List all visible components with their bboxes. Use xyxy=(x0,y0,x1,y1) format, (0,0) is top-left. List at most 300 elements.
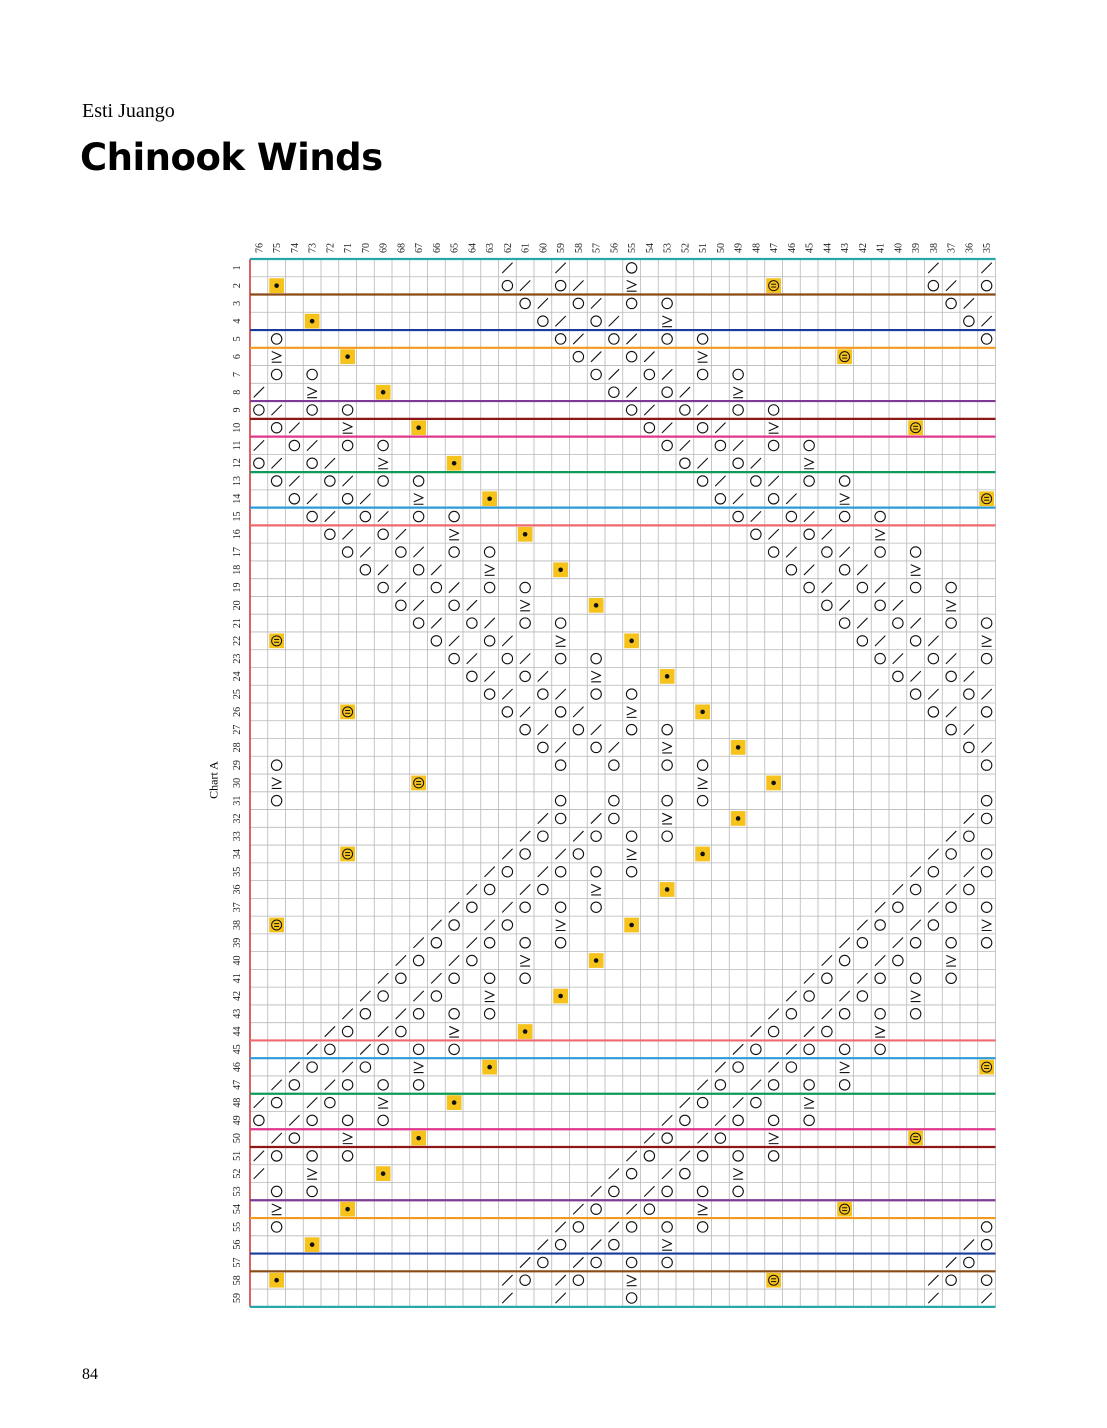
yarn-over-symbol xyxy=(946,618,956,628)
decrease-slash-symbol xyxy=(556,1275,566,1285)
yarn-over-symbol xyxy=(839,565,849,575)
decrease-slash-symbol xyxy=(591,1187,601,1197)
decrease-slash-symbol xyxy=(911,920,921,930)
yarn-over-symbol xyxy=(591,742,601,752)
yarn-over-symbol xyxy=(981,849,991,859)
row-number-label: 38 xyxy=(232,920,243,930)
yarn-over-symbol xyxy=(555,653,565,663)
yarn-over-symbol xyxy=(413,511,423,521)
yarn-over-symbol xyxy=(413,618,423,628)
chevron-stroke xyxy=(840,1062,849,1070)
yarn-over-symbol xyxy=(591,689,601,699)
decrease-slash-symbol xyxy=(982,689,992,699)
decrease-slash-symbol xyxy=(467,600,477,610)
chevron-stroke xyxy=(947,956,956,964)
yarn-over-symbol xyxy=(697,1186,707,1196)
yarn-over-symbol xyxy=(893,955,903,965)
decrease-slash-symbol xyxy=(769,476,779,486)
decrease-slash-symbol xyxy=(556,316,566,326)
decrease-slash-symbol xyxy=(503,689,513,699)
yarn-over-symbol xyxy=(378,1044,388,1054)
decrease-slash-symbol xyxy=(609,316,619,326)
yarn-over-symbol xyxy=(271,1222,281,1232)
yarn-over-symbol xyxy=(307,405,317,415)
double-decrease-symbol xyxy=(769,423,778,434)
decrease-slash-symbol xyxy=(361,991,371,1001)
yarn-over-symbol xyxy=(697,795,707,805)
chevron-stroke xyxy=(663,316,672,324)
bead-dot xyxy=(310,319,315,324)
row-number-label: 25 xyxy=(232,689,243,700)
nupp-symbol xyxy=(411,776,426,791)
decrease-slash-symbol xyxy=(307,1044,317,1054)
yarn-over-symbol xyxy=(875,547,885,557)
yarn-over-symbol xyxy=(910,582,920,592)
yarn-over-symbol xyxy=(271,760,281,770)
yarn-over-symbol xyxy=(360,511,370,521)
decrease-slash-symbol xyxy=(751,1080,761,1090)
double-decrease-symbol xyxy=(805,458,814,469)
yarn-over-symbol xyxy=(981,938,991,948)
yarn-over-symbol xyxy=(396,547,406,557)
chevron-stroke xyxy=(308,387,317,395)
chart-caption: Chart A xyxy=(206,761,221,799)
yarn-over-symbol xyxy=(964,831,974,841)
decrease-slash-symbol xyxy=(929,902,939,912)
yarn-over-symbol xyxy=(857,636,867,646)
yarn-over-symbol xyxy=(378,582,388,592)
row-number-label: 54 xyxy=(232,1204,243,1215)
chevron-stroke xyxy=(521,956,530,964)
yarn-over-symbol xyxy=(644,1204,654,1214)
yarn-over-symbol xyxy=(839,618,849,628)
yarn-over-symbol xyxy=(804,1080,814,1090)
yarn-over-symbol xyxy=(573,1275,583,1285)
yarn-over-symbol xyxy=(910,547,920,557)
yarn-over-symbol xyxy=(697,1097,707,1107)
bead-dot xyxy=(665,887,670,892)
yarn-over-symbol xyxy=(839,511,849,521)
yarn-over-symbol xyxy=(538,742,548,752)
yarn-over-symbol xyxy=(307,1151,317,1161)
chevron-stroke xyxy=(627,849,636,857)
row-number-label: 8 xyxy=(232,389,243,395)
yarn-over-symbol xyxy=(964,742,974,752)
decrease-slash-symbol xyxy=(875,636,885,646)
row-number-label: 57 xyxy=(232,1257,243,1268)
yarn-over-symbol xyxy=(609,387,619,397)
decrease-slash-symbol xyxy=(449,636,459,646)
row-number-label: 24 xyxy=(232,671,243,682)
decrease-slash-symbol xyxy=(982,316,992,326)
decrease-slash-symbol xyxy=(698,405,708,415)
decrease-slash-symbol xyxy=(982,263,992,273)
bead-symbol xyxy=(695,705,710,720)
bead-dot xyxy=(594,603,599,608)
stitch-number-label: 57 xyxy=(591,243,603,253)
yarn-over-symbol xyxy=(626,1168,636,1178)
double-decrease-symbol xyxy=(911,991,920,1002)
bead-symbol xyxy=(340,1202,355,1217)
yarn-over-symbol xyxy=(555,795,565,805)
yarn-over-symbol xyxy=(342,547,352,557)
chevron-stroke xyxy=(663,813,672,821)
chevron-stroke xyxy=(592,671,601,679)
page-title: Chinook Winds xyxy=(80,136,383,179)
decrease-slash-symbol xyxy=(378,565,388,575)
bead-dot xyxy=(700,852,705,857)
decrease-slash-symbol xyxy=(964,814,974,824)
double-decrease-symbol xyxy=(805,1098,814,1109)
double-decrease-symbol xyxy=(272,778,281,789)
row-number-label: 36 xyxy=(232,884,243,895)
yarn-over-symbol xyxy=(662,298,672,308)
double-decrease-symbol xyxy=(698,1204,707,1215)
chevron-stroke xyxy=(485,991,494,999)
yarn-over-symbol xyxy=(946,849,956,859)
double-decrease-symbol xyxy=(840,1062,849,1073)
yarn-over-symbol xyxy=(449,973,459,983)
yarn-over-symbol xyxy=(964,884,974,894)
chevron-stroke xyxy=(876,1027,885,1035)
yarn-over-symbol xyxy=(484,1009,494,1019)
decrease-slash-symbol xyxy=(662,1169,672,1179)
stitch-number-label: 71 xyxy=(343,243,355,253)
yarn-over-symbol xyxy=(875,1009,885,1019)
bead-symbol xyxy=(624,918,639,933)
yarn-over-symbol xyxy=(555,867,565,877)
yarn-over-symbol xyxy=(715,1133,725,1143)
yarn-over-symbol xyxy=(981,1222,991,1232)
row-number-label: 12 xyxy=(232,458,243,469)
yarn-over-symbol xyxy=(697,369,707,379)
yarn-over-symbol xyxy=(804,440,814,450)
yarn-over-symbol xyxy=(857,938,867,948)
yarn-over-symbol xyxy=(609,334,619,344)
double-decrease-symbol xyxy=(627,707,636,718)
bead-dot xyxy=(416,425,421,430)
double-decrease-symbol xyxy=(485,991,494,1002)
row-number-label: 31 xyxy=(232,795,243,806)
yarn-over-symbol xyxy=(520,298,530,308)
yarn-over-symbol xyxy=(626,1257,636,1267)
yarn-over-symbol xyxy=(928,707,938,717)
decrease-slash-symbol xyxy=(343,476,353,486)
decrease-slash-symbol xyxy=(343,1062,353,1072)
yarn-over-symbol xyxy=(378,991,388,1001)
row-number-label: 41 xyxy=(232,973,243,984)
chevron-stroke xyxy=(485,565,494,573)
bead-dot xyxy=(629,639,634,644)
decrease-slash-symbol xyxy=(822,956,832,966)
row-number-label: 46 xyxy=(232,1062,243,1073)
bead-symbol xyxy=(660,882,675,897)
yarn-over-symbol xyxy=(307,511,317,521)
stitch-number-label: 55 xyxy=(627,243,639,253)
yarn-over-symbol xyxy=(680,1115,690,1125)
row-number-label: 28 xyxy=(232,742,243,753)
decrease-slash-symbol xyxy=(609,743,619,753)
yarn-over-symbol xyxy=(591,902,601,912)
yarn-over-symbol xyxy=(591,1204,601,1214)
double-decrease-symbol xyxy=(947,600,956,611)
decrease-slash-symbol xyxy=(840,938,850,948)
yarn-over-symbol xyxy=(662,1222,672,1232)
double-decrease-symbol xyxy=(769,1133,778,1144)
row-number-label: 21 xyxy=(232,618,243,629)
decrease-slash-symbol xyxy=(645,405,655,415)
yarn-over-symbol xyxy=(555,280,565,290)
yarn-over-symbol xyxy=(662,440,672,450)
bead-symbol xyxy=(766,776,781,791)
double-decrease-symbol xyxy=(414,494,423,505)
chevron-stroke xyxy=(343,423,352,431)
yarn-over-symbol xyxy=(946,298,956,308)
yarn-over-symbol xyxy=(981,707,991,717)
decrease-slash-symbol xyxy=(982,1293,992,1303)
yarn-over-symbol xyxy=(342,1026,352,1036)
yarn-over-symbol xyxy=(555,334,565,344)
yarn-over-symbol xyxy=(733,458,743,468)
decrease-slash-symbol xyxy=(893,600,903,610)
bead-symbol xyxy=(411,420,426,435)
yarn-over-symbol xyxy=(662,724,672,734)
yarn-over-symbol xyxy=(520,671,530,681)
nupp-symbol xyxy=(908,420,923,435)
yarn-over-symbol xyxy=(680,458,690,468)
chevron-stroke xyxy=(734,1169,743,1177)
stitch-number-label: 50 xyxy=(715,243,727,253)
yarn-over-symbol xyxy=(431,636,441,646)
row-number-label: 59 xyxy=(232,1292,243,1303)
decrease-slash-symbol xyxy=(538,299,548,309)
bead-dot xyxy=(700,710,705,715)
decrease-slash-symbol xyxy=(804,973,814,983)
row-number-label: 15 xyxy=(232,511,243,522)
decrease-slash-symbol xyxy=(929,263,939,273)
stitch-number-label: 38 xyxy=(928,243,940,253)
double-decrease-symbol xyxy=(947,956,956,967)
decrease-slash-symbol xyxy=(574,831,584,841)
yarn-over-symbol xyxy=(484,636,494,646)
yarn-over-symbol xyxy=(342,405,352,415)
decrease-slash-symbol xyxy=(946,707,956,717)
yarn-over-symbol xyxy=(910,1009,920,1019)
decrease-slash-symbol xyxy=(520,707,530,717)
yarn-over-symbol xyxy=(981,618,991,628)
stitch-number-label: 39 xyxy=(911,243,923,253)
yarn-over-symbol xyxy=(964,1257,974,1267)
chevron-stroke xyxy=(663,742,672,750)
chevron-stroke xyxy=(627,707,636,715)
nupp-symbol xyxy=(837,349,852,364)
bead-symbol xyxy=(305,1237,320,1252)
decrease-slash-symbol xyxy=(467,885,477,895)
bead-dot xyxy=(594,958,599,963)
yarn-over-symbol xyxy=(768,440,778,450)
double-decrease-symbol xyxy=(343,423,352,434)
decrease-slash-symbol xyxy=(538,671,548,681)
decrease-slash-symbol xyxy=(964,725,974,735)
row-number-label: 2 xyxy=(232,283,243,289)
stitch-number-label: 43 xyxy=(840,243,852,253)
decrease-slash-symbol xyxy=(485,867,495,877)
yarn-over-symbol xyxy=(307,369,317,379)
decrease-slash-symbol xyxy=(503,902,513,912)
yarn-over-symbol xyxy=(271,369,281,379)
yarn-over-symbol xyxy=(981,867,991,877)
bead-dot xyxy=(487,496,492,501)
stitch-number-label: 69 xyxy=(378,243,390,253)
decrease-slash-symbol xyxy=(556,1293,566,1303)
yarn-over-symbol xyxy=(484,938,494,948)
decrease-slash-symbol xyxy=(946,1258,956,1268)
yarn-over-symbol xyxy=(715,440,725,450)
yarn-over-symbol xyxy=(413,955,423,965)
decrease-slash-symbol xyxy=(574,334,584,344)
yarn-over-symbol xyxy=(662,795,672,805)
decrease-slash-symbol xyxy=(396,956,406,966)
row-number-label: 27 xyxy=(232,724,243,735)
decrease-slash-symbol xyxy=(307,494,317,504)
yarn-over-symbol xyxy=(609,795,619,805)
yarn-over-symbol xyxy=(626,831,636,841)
double-decrease-symbol xyxy=(698,778,707,789)
decrease-slash-symbol xyxy=(946,654,956,664)
stitch-number-label: 74 xyxy=(289,243,301,253)
decrease-slash-symbol xyxy=(432,973,442,983)
yarn-over-symbol xyxy=(786,511,796,521)
stitch-number-label: 59 xyxy=(556,243,568,253)
decrease-slash-symbol xyxy=(343,529,353,539)
decrease-slash-symbol xyxy=(449,902,459,912)
yarn-over-symbol xyxy=(484,582,494,592)
chevron-stroke xyxy=(379,1098,388,1106)
stitch-number-label: 63 xyxy=(485,243,497,253)
yarn-over-symbol xyxy=(520,1275,530,1285)
yarn-over-symbol xyxy=(964,316,974,326)
yarn-over-symbol xyxy=(325,1097,335,1107)
yarn-over-symbol xyxy=(538,831,548,841)
decrease-slash-symbol xyxy=(609,1169,619,1179)
decrease-slash-symbol xyxy=(769,529,779,539)
row-number-label: 5 xyxy=(232,336,243,342)
row-number-label: 47 xyxy=(232,1079,243,1090)
row-number-label: 34 xyxy=(232,848,243,859)
decrease-slash-symbol xyxy=(591,725,601,735)
bead-dot xyxy=(558,568,563,573)
yarn-over-symbol xyxy=(804,476,814,486)
chart-grid xyxy=(250,259,996,1307)
bead-dot xyxy=(345,1207,350,1212)
yarn-over-symbol xyxy=(768,405,778,415)
yarn-over-symbol xyxy=(857,991,867,1001)
stitch-number-label: 76 xyxy=(254,243,266,253)
double-decrease-symbol xyxy=(840,494,849,505)
stitch-number-label: 41 xyxy=(875,243,887,253)
yarn-over-symbol xyxy=(875,973,885,983)
decrease-slash-symbol xyxy=(840,991,850,1001)
yarn-over-symbol xyxy=(360,565,370,575)
yarn-over-symbol xyxy=(573,298,583,308)
yarn-over-symbol xyxy=(378,440,388,450)
nupp-symbol xyxy=(837,1202,852,1217)
yarn-over-symbol xyxy=(467,955,477,965)
bead-symbol xyxy=(447,1095,462,1110)
row-number-label: 35 xyxy=(232,866,243,877)
stitch-number-label: 45 xyxy=(804,243,816,253)
chevron-stroke xyxy=(556,920,565,928)
decrease-slash-symbol xyxy=(911,671,921,681)
stitch-number-label: 49 xyxy=(733,243,745,253)
nupp-symbol xyxy=(766,278,781,293)
decrease-slash-symbol xyxy=(556,1222,566,1232)
double-decrease-symbol xyxy=(414,1062,423,1073)
yarn-over-symbol xyxy=(981,813,991,823)
stitch-number-label: 48 xyxy=(751,243,763,253)
yarn-over-symbol xyxy=(946,671,956,681)
row-number-label: 53 xyxy=(232,1186,243,1197)
row-number-label: 20 xyxy=(232,600,243,611)
yarn-over-symbol xyxy=(307,1115,317,1125)
decrease-slash-symbol xyxy=(290,1115,300,1125)
double-decrease-symbol xyxy=(734,1169,743,1180)
decrease-slash-symbol xyxy=(467,938,477,948)
decrease-slash-symbol xyxy=(485,618,495,628)
stitch-number-label: 37 xyxy=(946,243,958,253)
yarn-over-symbol xyxy=(555,813,565,823)
double-decrease-symbol xyxy=(627,1275,636,1286)
decrease-slash-symbol xyxy=(574,281,584,291)
bead-dot xyxy=(452,1100,457,1105)
yarn-over-symbol xyxy=(786,1009,796,1019)
decrease-slash-symbol xyxy=(503,263,513,273)
decrease-slash-symbol xyxy=(432,565,442,575)
bead-dot xyxy=(558,994,563,999)
double-decrease-symbol xyxy=(521,956,530,967)
yarn-over-symbol xyxy=(555,707,565,717)
yarn-over-symbol xyxy=(413,565,423,575)
double-decrease-symbol xyxy=(911,565,920,576)
yarn-over-symbol xyxy=(786,1062,796,1072)
yarn-over-symbol xyxy=(626,724,636,734)
stitch-number-label: 66 xyxy=(431,243,443,253)
yarn-over-symbol xyxy=(520,938,530,948)
yarn-over-symbol xyxy=(449,1009,459,1019)
nupp-symbol xyxy=(269,918,284,933)
decrease-slash-symbol xyxy=(556,263,566,273)
yarn-over-symbol xyxy=(555,938,565,948)
decrease-slash-symbol xyxy=(520,654,530,664)
yarn-over-symbol xyxy=(538,316,548,326)
yarn-over-symbol xyxy=(413,476,423,486)
chevron-stroke xyxy=(450,1027,459,1035)
yarn-over-symbol xyxy=(822,600,832,610)
stitch-number-label: 51 xyxy=(698,243,710,253)
chevron-stroke xyxy=(734,387,743,395)
row-number-label: 17 xyxy=(232,547,243,558)
yarn-over-symbol xyxy=(751,1044,761,1054)
bead-symbol xyxy=(553,989,568,1004)
yarn-over-symbol xyxy=(591,369,601,379)
chevron-stroke xyxy=(592,884,601,892)
nupp-symbol xyxy=(269,633,284,648)
nupp-symbol xyxy=(979,491,994,506)
double-decrease-symbol xyxy=(379,458,388,469)
yarn-over-symbol xyxy=(875,920,885,930)
bead-symbol xyxy=(518,527,533,542)
decrease-slash-symbol xyxy=(574,707,584,717)
